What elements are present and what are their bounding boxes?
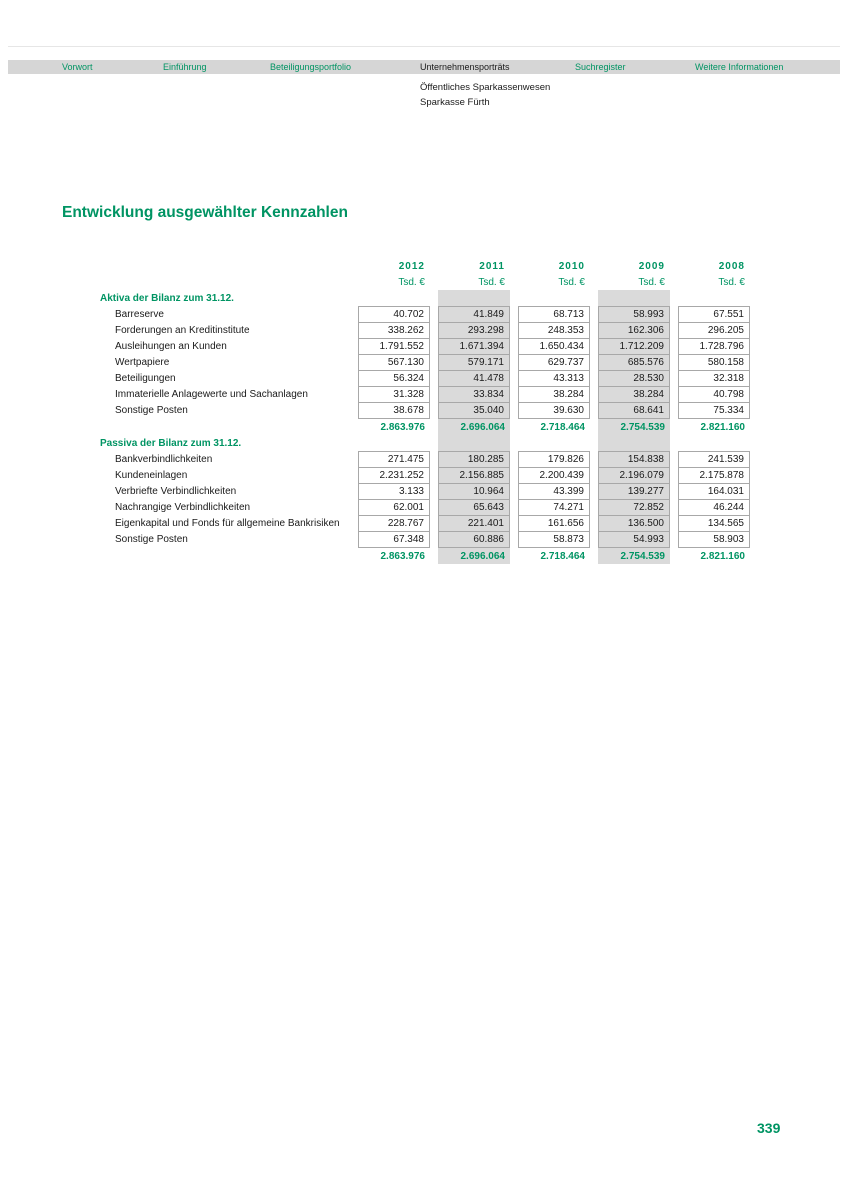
value-cell: 296.205 (678, 322, 750, 339)
table-row (100, 467, 750, 484)
table-row (100, 322, 750, 339)
nav-item-beteiligungsportfolio[interactable]: Beteiligungsportfolio (270, 62, 352, 72)
value-cell: 2.821.160 (700, 421, 745, 433)
value-cell: 2.718.464 (540, 421, 585, 433)
value-cell: 180.285 (438, 451, 510, 468)
row-label (100, 419, 358, 435)
value-cell: 580.158 (678, 354, 750, 371)
breadcrumb-line-1: Öffentliches Sparkassenwesen (420, 82, 551, 93)
row-label: Wertpapiere (115, 357, 170, 368)
value-cell: 2.156.885 (438, 467, 510, 484)
value-cell: 2.863.976 (380, 550, 425, 562)
value-cell: 2.231.252 (358, 467, 430, 484)
row-label: Bankverbindlichkeiten (115, 454, 213, 465)
table-row (100, 451, 750, 468)
value-cell: 134.565 (678, 515, 750, 532)
value-cell: 271.475 (358, 451, 430, 468)
value-cell: 58.903 (678, 531, 750, 548)
row-label: Ausleihungen an Kunden (115, 341, 227, 352)
table-row (100, 499, 750, 516)
section-header-row (100, 435, 750, 451)
value-cell: 136.500 (598, 515, 670, 532)
value-cell (598, 290, 670, 306)
table-row (100, 515, 750, 532)
breadcrumb-line-2: Sparkasse Fürth (420, 97, 490, 108)
value-cell: 41.849 (438, 306, 510, 323)
value-cell: 58.873 (518, 531, 590, 548)
row-label: Nachrangige Verbindlichkeiten (115, 502, 251, 513)
kennzahlen-table (100, 258, 750, 564)
value-cell: 74.271 (518, 499, 590, 516)
value-cell: 2008 (718, 260, 745, 272)
value-cell: 579.171 (438, 354, 510, 371)
row-label: Barreserve (115, 309, 164, 320)
value-cell: 65.643 (438, 499, 510, 516)
value-cell: 31.328 (358, 386, 430, 403)
table-header-container (100, 258, 750, 290)
row-label: Forderungen an Kreditinstitute (115, 325, 250, 336)
value-cell: 67.348 (358, 531, 430, 548)
table-header-years (100, 258, 750, 274)
value-cell: 33.834 (438, 386, 510, 403)
value-cell: Tsd. € (718, 276, 745, 288)
value-cell: 68.641 (598, 402, 670, 419)
value-cell: 60.886 (438, 531, 510, 548)
row-label: Kundeneinlagen (115, 470, 188, 481)
value-cell: 28.530 (598, 370, 670, 387)
row-label: Beteiligungen (115, 373, 176, 384)
value-cell: 221.401 (438, 515, 510, 532)
value-cell: 1.650.434 (518, 338, 590, 355)
value-cell: 241.539 (678, 451, 750, 468)
value-cell: 338.262 (358, 322, 430, 339)
value-cell: 39.630 (518, 402, 590, 419)
value-cell (358, 435, 430, 451)
value-cell: Tsd. € (558, 276, 585, 288)
page-title: Entwicklung ausgewählter Kennzahlen (62, 204, 348, 221)
value-cell: 35.040 (438, 402, 510, 419)
section-header-row (100, 290, 750, 306)
value-cell: 164.031 (678, 483, 750, 500)
nav-item-vorwort[interactable]: Vorwort (62, 62, 93, 72)
value-cell: 2.718.464 (540, 550, 585, 562)
value-cell: 2009 (638, 260, 665, 272)
value-cell: 43.313 (518, 370, 590, 387)
value-cell: 41.478 (438, 370, 510, 387)
table-body (100, 290, 750, 564)
value-cell (518, 290, 590, 306)
value-cell (358, 290, 430, 306)
table-row (100, 531, 750, 548)
header-rule (8, 46, 840, 47)
nav-item-einf-hrung[interactable]: Einführung (163, 62, 207, 72)
value-cell (598, 435, 670, 451)
row-label: Immaterielle Anlagewerte und Sachanlagen (115, 389, 308, 400)
value-cell: 567.130 (358, 354, 430, 371)
value-cell: 43.399 (518, 483, 590, 500)
value-cell: 32.318 (678, 370, 750, 387)
value-cell: 10.964 (438, 483, 510, 500)
value-cell: Tsd. € (478, 276, 505, 288)
value-cell: 1.728.796 (678, 338, 750, 355)
row-label: Sonstige Posten (115, 534, 188, 545)
value-cell: 2.696.064 (438, 419, 510, 435)
value-cell: 58.993 (598, 306, 670, 323)
row-label: Sonstige Posten (115, 405, 188, 416)
value-cell: 179.826 (518, 451, 590, 468)
value-cell: 162.306 (598, 322, 670, 339)
table-row (100, 370, 750, 387)
value-cell (518, 435, 590, 451)
value-cell: 293.298 (438, 322, 510, 339)
row-label (100, 548, 358, 564)
value-cell (438, 435, 510, 451)
value-cell (678, 435, 750, 451)
table-row (100, 386, 750, 403)
value-cell: 2.863.976 (380, 421, 425, 433)
value-cell (438, 290, 510, 306)
table-row (100, 402, 750, 419)
row-label: Verbriefte Verbindlichkeiten (115, 486, 237, 497)
value-cell (678, 290, 750, 306)
value-cell: 139.277 (598, 483, 670, 500)
value-cell: 72.852 (598, 499, 670, 516)
section-header-label: Aktiva der Bilanz zum 31.12. (100, 292, 234, 304)
nav-item-weitere-informationen[interactable]: Weitere Informationen (695, 62, 784, 72)
nav-item-unternehmensportr-ts[interactable]: Unternehmensporträts (420, 62, 510, 72)
value-cell: 2012 (398, 260, 425, 272)
value-cell: 2.821.160 (700, 550, 745, 562)
value-cell: 38.284 (518, 386, 590, 403)
value-cell: 2.754.539 (598, 419, 670, 435)
value-cell: 46.244 (678, 499, 750, 516)
page-number: 339 (757, 1120, 781, 1136)
value-cell: Tsd. € (638, 276, 665, 288)
table-header-units (100, 274, 750, 290)
section-header-label: Passiva der Bilanz zum 31.12. (100, 437, 242, 449)
value-cell: 68.713 (518, 306, 590, 323)
value-cell: 629.737 (518, 354, 590, 371)
value-cell: 154.838 (598, 451, 670, 468)
value-cell: 248.353 (518, 322, 590, 339)
value-cell: 1.791.552 (358, 338, 430, 355)
value-cell: 3.133 (358, 483, 430, 500)
value-cell: 2011 (479, 260, 505, 272)
value-cell: 1.671.394 (438, 338, 510, 355)
value-cell: 40.798 (678, 386, 750, 403)
value-cell: 228.767 (358, 515, 430, 532)
table-row (100, 338, 750, 355)
value-cell: 38.678 (358, 402, 430, 419)
breadcrumb (420, 80, 550, 110)
total-row (100, 548, 750, 564)
value-cell: 2.754.539 (598, 548, 670, 564)
table-row (100, 354, 750, 371)
value-cell: 67.551 (678, 306, 750, 323)
row-label (100, 258, 358, 274)
value-cell: 2.696.064 (438, 548, 510, 564)
nav-item-suchregister[interactable]: Suchregister (575, 62, 626, 72)
value-cell: 75.334 (678, 402, 750, 419)
value-cell: 2.175.878 (678, 467, 750, 484)
top-navigation (8, 60, 840, 74)
value-cell: 56.324 (358, 370, 430, 387)
value-cell: 2.196.079 (598, 467, 670, 484)
value-cell: 161.656 (518, 515, 590, 532)
total-row (100, 419, 750, 435)
value-cell: 54.993 (598, 531, 670, 548)
row-label: Eigenkapital und Fonds für allgemeine Bankrisiken (115, 518, 340, 529)
value-cell: 2.200.439 (518, 467, 590, 484)
value-cell: 40.702 (358, 306, 430, 323)
table-row (100, 306, 750, 323)
value-cell: Tsd. € (398, 276, 425, 288)
value-cell: 1.712.209 (598, 338, 670, 355)
value-cell: 62.001 (358, 499, 430, 516)
value-cell: 2010 (558, 260, 585, 272)
value-cell: 685.576 (598, 354, 670, 371)
row-label (100, 274, 358, 290)
value-cell: 38.284 (598, 386, 670, 403)
table-row (100, 483, 750, 500)
